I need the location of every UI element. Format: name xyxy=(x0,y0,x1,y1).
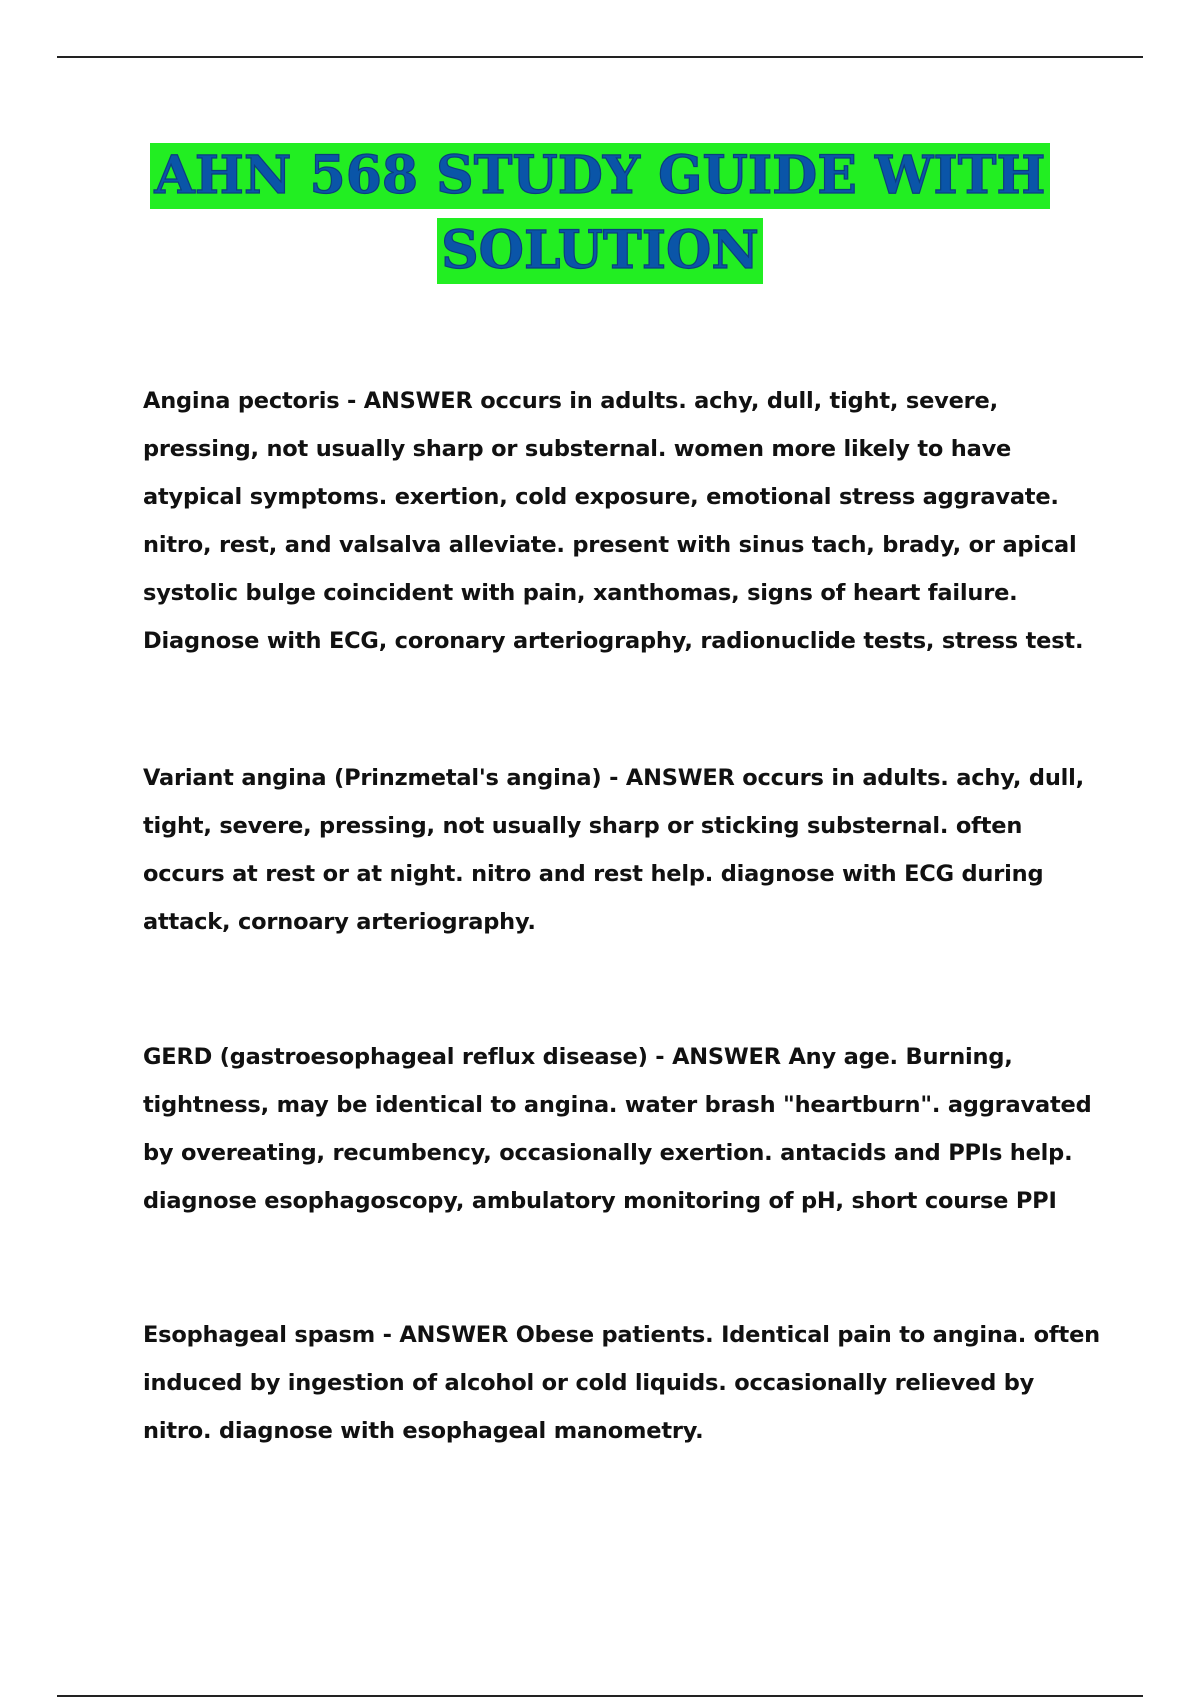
study-entry-esophageal-spasm: Esophageal spasm - ANSWER Obese patients. Identical pain to angina. often induced by ingestion of alcohol or cold liquids. occasionally relieved by nitro. diagnose with esophageal manometry. xyxy=(143,1322,1100,1444)
bottom-divider xyxy=(57,1695,1143,1697)
study-entry-angina-pectoris: Angina pectoris - ANSWER occurs in adults. achy, dull, tight, severe, pressing, not usually sharp or substernal. women more likely to have atypical symptoms. exertion, cold exposure, emotional stress aggravate. nitro, rest, and valsalva alleviate. present with sinus tach, brady, or apical systolic bulge coincident with pain, xanthomas, signs of heart failure. Diagnose with ECG, coronary arteriography, radionuclide tests, stress test. xyxy=(143,388,1084,654)
title-line-1: AHN 568 STUDY GUIDE WITH xyxy=(150,143,1049,209)
study-entry-variant-angina: Variant angina (Prinzmetal's angina) - ANSWER occurs in adults. achy, dull, tight, severe, pressing, not usually sharp or sticking substernal. often occurs at rest or at night. nitro and rest help. diagnose with ECG during attack, cornoary arteriography. xyxy=(143,765,1085,935)
document-title xyxy=(0,143,1200,284)
title-line-2: SOLUTION xyxy=(437,218,763,284)
study-entry-gerd: GERD (gastroesophageal reflux disease) - ANSWER Any age. Burning, tightness, may be identical to angina. water brash "heartburn". aggravated by overeating, recumbency, occasionally exertion. antacids and PPIs help. diagnose esophagoscopy, ambulatory monitoring of pH, short course PPI xyxy=(143,1044,1092,1214)
top-divider xyxy=(57,56,1143,58)
